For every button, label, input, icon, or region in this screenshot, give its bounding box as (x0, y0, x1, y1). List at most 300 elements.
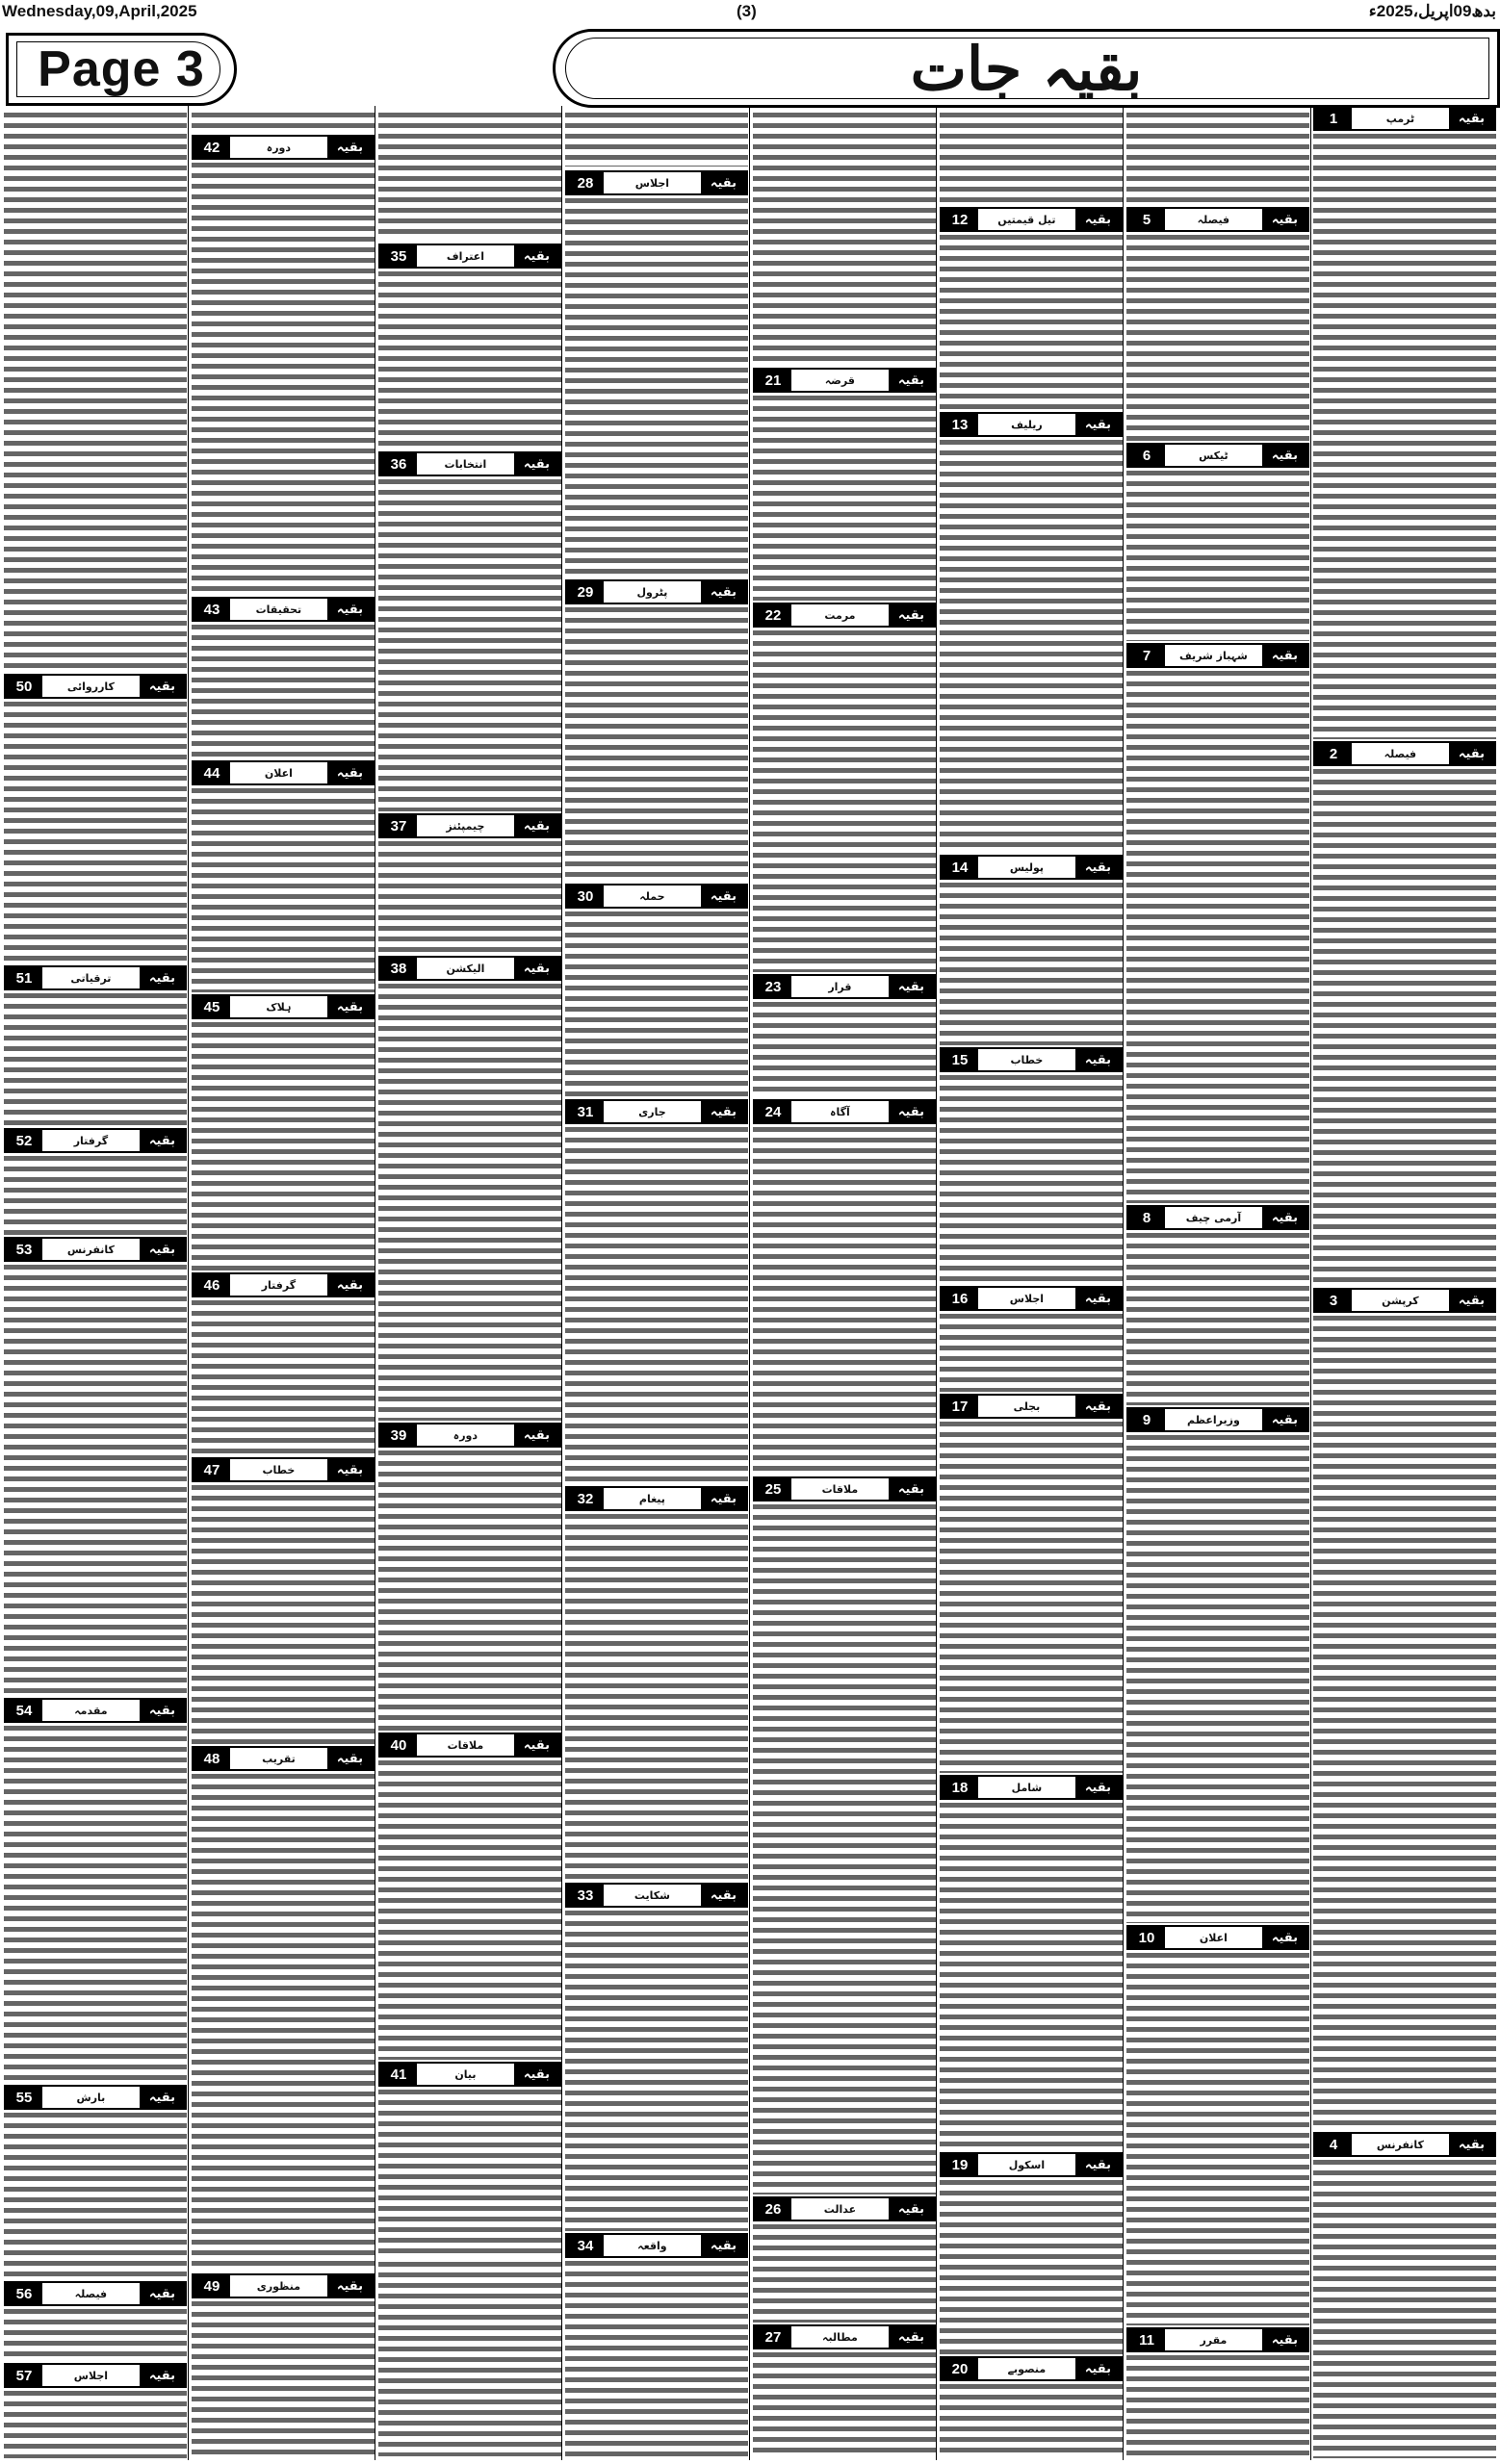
article-text (4, 2110, 187, 2279)
continuation-block-18 (940, 1775, 1123, 2150)
page-number: (3) (737, 2, 757, 20)
continuation-keyword: فیصلہ (74, 2287, 108, 2300)
continuation-number: 50 (6, 676, 42, 697)
continued-word: بقیہ (1262, 645, 1307, 666)
article-text (192, 1771, 375, 2272)
continuation-block-4 (1313, 2132, 1496, 2458)
continuation-keyword: کرپشن (1382, 1294, 1419, 1307)
continued-word: بقیہ (1075, 1777, 1121, 1798)
continuation-number: 10 (1128, 1927, 1165, 1948)
continuation-keyword: منصوبے (1007, 2362, 1047, 2375)
continuation-block-35 (378, 244, 561, 449)
article-text (378, 2259, 561, 2456)
continuation-keyword: وزیراعظم (1187, 1413, 1240, 1426)
continuation-label (192, 994, 375, 1019)
continuation-number: 53 (6, 1239, 42, 1260)
continuation-keyword: اجلاس (73, 2369, 109, 2382)
continuation-label (753, 2196, 936, 2221)
continuation-keyword: مرمت (824, 608, 856, 622)
continuation-keyword: شہباز شریف (1178, 649, 1248, 662)
article-text (565, 110, 748, 167)
continuation-label (753, 974, 936, 999)
article-text (378, 1448, 561, 1731)
continuation-block-29 (565, 579, 748, 882)
continuation-block-34 (565, 2233, 748, 2458)
continued-word: بقیہ (1075, 1396, 1121, 1417)
continuation-block-54 (4, 1698, 187, 2083)
continuation-block-57 (4, 2363, 187, 2458)
continuation-label (565, 2233, 748, 2258)
continuation-number: 7 (1128, 645, 1165, 666)
continuation-number: 57 (6, 2365, 42, 2386)
continued-word: بقیہ (1075, 1288, 1121, 1309)
continuation-label (192, 597, 375, 622)
article-text (378, 981, 561, 1421)
article-text (192, 785, 375, 992)
article-text (4, 1262, 187, 1696)
continuation-number: 6 (1128, 445, 1165, 466)
continuation-keyword: قرار (828, 980, 852, 993)
continuation-number: 56 (6, 2283, 42, 2304)
continuation-label (378, 2062, 561, 2087)
continued-word: بقیہ (1449, 108, 1494, 129)
continuation-block-2 (1313, 741, 1496, 1286)
continuation-block-3 (1313, 1288, 1496, 2130)
page-header (0, 25, 1500, 106)
continued-word: بقیہ (889, 1478, 934, 1500)
continuation-keyword: کانفرنس (66, 1243, 115, 1256)
continuation-keyword: آرمی چیف (1185, 1211, 1242, 1224)
continued-word: بقیہ (1262, 445, 1307, 466)
continuation-number: 51 (6, 967, 42, 988)
continued-word: بقیہ (327, 996, 373, 1017)
continued-word: بقیہ (701, 1885, 746, 1906)
continuation-number: 25 (755, 1478, 791, 1500)
article-text (940, 1311, 1123, 1392)
continuation-number: 11 (1128, 2329, 1165, 2350)
continuation-keyword: فیصلہ (1384, 747, 1417, 760)
article-text (753, 110, 936, 364)
continued-word: بقیہ (1262, 1927, 1307, 1948)
article-text (565, 909, 748, 1097)
continued-word: بقیہ (514, 815, 559, 836)
continuation-block-41 (378, 2062, 561, 2253)
article-text (4, 1153, 187, 1235)
continuation-keyword: ہلاک (266, 1000, 292, 1014)
continuation-number: 31 (567, 1101, 604, 1122)
continuation-keyword: دورہ (266, 141, 292, 154)
continuation-number: 47 (194, 1459, 230, 1480)
continuation-label (378, 1423, 561, 1448)
continuation-block-24 (753, 1099, 936, 1475)
continuation-keyword: اعلان (264, 766, 293, 780)
continuation-keyword: اسکول (1008, 2158, 1046, 2171)
article-text (940, 437, 1123, 853)
continuation-number: 33 (567, 1885, 604, 1906)
article-text (378, 1758, 561, 2060)
continued-word: بقیہ (514, 2064, 559, 2085)
article-text (753, 393, 936, 601)
continued-word: بقیہ (327, 599, 373, 620)
continuation-block-15 (940, 1047, 1123, 1284)
continued-word: بقیہ (1075, 209, 1121, 230)
article-text (192, 622, 375, 758)
continued-word: بقیہ (889, 604, 934, 626)
continued-word: بقیہ (701, 886, 746, 907)
continuation-label (940, 412, 1123, 437)
continuation-label (753, 2324, 936, 2349)
continuation-label (4, 674, 187, 699)
continuation-number: 12 (942, 209, 978, 230)
continuation-keyword: چیمپئنز (446, 819, 485, 833)
continuation-block-10 (1126, 1925, 1309, 2325)
continuation-block-47 (192, 1457, 375, 1744)
continuation-block-42 (192, 135, 375, 595)
continuation-block-51 (4, 965, 187, 1126)
continuation-block-12 (940, 207, 1123, 410)
continued-word: بقیہ (514, 245, 559, 267)
continuation-block-13 (940, 412, 1123, 853)
article-text (192, 2298, 375, 2458)
continuation-keyword: اعتراف (446, 249, 484, 263)
continuation-label (378, 813, 561, 838)
continuation-keyword: مطالبہ (822, 2330, 858, 2344)
continued-word: بقیہ (140, 967, 185, 988)
article-text (4, 2388, 187, 2458)
article-text (940, 232, 1123, 410)
article-text (940, 2177, 1123, 2354)
article-text (753, 1502, 936, 2194)
continuation-keyword: مقرر (1200, 2333, 1228, 2347)
continuation-keyword: ترقیاتی (70, 971, 112, 985)
continuation-label (192, 1746, 375, 1771)
article-text (378, 2087, 561, 2253)
continuation-block-39 (378, 1423, 561, 1731)
continuation-label (940, 2356, 1123, 2381)
continuation-block-20 (940, 2356, 1123, 2458)
continuation-block-50 (4, 674, 187, 963)
continued-word: بقیہ (514, 453, 559, 475)
continued-word: بقیہ (1262, 1207, 1307, 1228)
continuation-number: 40 (380, 1734, 417, 1756)
article-text (565, 1908, 748, 2231)
continuation-label (565, 1099, 748, 1124)
continuation-number: 13 (942, 414, 978, 435)
continuation-label (4, 2363, 187, 2388)
continued-word: بقیہ (327, 137, 373, 158)
continuation-number: 44 (194, 762, 230, 783)
continuation-number: 32 (567, 1488, 604, 1509)
continuation-label (565, 579, 748, 604)
continuation-keyword: تیل قیمتیں (997, 213, 1056, 226)
continued-word: بقیہ (514, 1734, 559, 1756)
continuation-number: 22 (755, 604, 791, 626)
continuation-number: 14 (942, 857, 978, 878)
continuation-block-46 (192, 1272, 375, 1455)
continuation-keyword: خطاب (1010, 1053, 1044, 1066)
top-date-strip (0, 0, 1500, 23)
continuation-number: 19 (942, 2154, 978, 2175)
continuation-label (4, 965, 187, 990)
article-text (565, 1511, 748, 1881)
continued-word: بقیہ (140, 2365, 185, 2386)
continuation-number: 34 (567, 2235, 604, 2256)
continuation-block-28 (565, 170, 748, 578)
continuation-keyword: جاری (638, 1105, 666, 1118)
article-text (940, 2381, 1123, 2458)
continuation-label (378, 244, 561, 269)
continuation-keyword: عدالت (823, 2202, 857, 2216)
article-text (1126, 668, 1309, 1203)
continuation-block-25 (753, 1476, 936, 2194)
column-divider (1310, 106, 1311, 2460)
continuation-block-31 (565, 1099, 748, 1484)
continuation-keyword: مقدمہ (74, 1704, 108, 1717)
continuation-label (753, 603, 936, 628)
continued-word: بقیہ (327, 762, 373, 783)
article-text (192, 110, 375, 131)
continuation-block-32 (565, 1486, 748, 1881)
continuation-keyword: ریلیف (1011, 418, 1043, 431)
continued-word: بقیہ (327, 1748, 373, 1769)
date-urdu: بدھ09اپریل،2025ء (1368, 2, 1496, 20)
continuation-label (1313, 2132, 1496, 2157)
continuation-block-21 (753, 368, 936, 601)
continuation-label (378, 956, 561, 981)
continued-word: بقیہ (701, 172, 746, 193)
continued-word: بقیہ (701, 1101, 746, 1122)
continuation-label (4, 2281, 187, 2306)
date-english: Wednesday,09,April,2025 (2, 2, 197, 20)
continuation-keyword: تقریب (262, 1752, 296, 1765)
continuation-number: 20 (942, 2358, 978, 2379)
continuation-number: 35 (380, 245, 417, 267)
continuation-keyword: دورہ (453, 1428, 478, 1442)
continuation-label (753, 368, 936, 393)
continued-word: بقیہ (1449, 1290, 1494, 1311)
continuation-block-6 (1126, 443, 1309, 641)
continuation-keyword: شامل (1011, 1781, 1043, 1794)
article-text (1313, 766, 1496, 1286)
continued-word: بقیہ (140, 1239, 185, 1260)
article-text (753, 2349, 936, 2458)
continuation-keyword: آگاہ (830, 1105, 850, 1118)
continuation-number: 8 (1128, 1207, 1165, 1228)
continuation-keyword: اعلان (1199, 1931, 1228, 1944)
continuation-block-30 (565, 884, 748, 1097)
continuation-label (565, 170, 748, 195)
continuation-number: 28 (567, 172, 604, 193)
continuation-block-27 (753, 2324, 936, 2458)
continued-word: بقیہ (140, 2283, 185, 2304)
continuation-label (1313, 106, 1496, 131)
continuation-number: 52 (6, 1130, 42, 1151)
continuation-block-44 (192, 760, 375, 992)
continuation-number: 18 (942, 1777, 978, 1798)
continuation-number: 48 (194, 1748, 230, 1769)
continuation-keyword: الیکشن (446, 962, 485, 975)
continuation-keyword: قرضہ (824, 373, 855, 387)
continuation-keyword: خطاب (262, 1463, 296, 1476)
continuation-keyword: واقعہ (637, 2239, 667, 2252)
continuation-label (378, 1732, 561, 1758)
continuation-number: 27 (755, 2326, 791, 2348)
continuation-block-52 (4, 1128, 187, 1235)
continuation-keyword: کارروائی (66, 680, 115, 693)
continued-word: بقیہ (514, 1424, 559, 1446)
continuation-keyword: فیصلہ (1197, 213, 1230, 226)
continuation-label (4, 1237, 187, 1262)
continuation-number: 39 (380, 1424, 417, 1446)
continued-word: بقیہ (701, 581, 746, 603)
article-text (4, 990, 187, 1126)
continued-word: بقیہ (1449, 2134, 1494, 2155)
continuation-keyword: اجلاس (634, 176, 670, 190)
article-text (4, 110, 187, 670)
continuation-block-22 (753, 603, 936, 972)
article-text (1126, 2352, 1309, 2458)
continuation-label (940, 1775, 1123, 1800)
continuation-keyword: انتخابات (444, 457, 487, 471)
continuation-number: 5 (1128, 209, 1165, 230)
continued-word: بقیہ (889, 370, 934, 391)
article-text (940, 110, 1123, 203)
continuation-number: 24 (755, 1101, 791, 1122)
continuation-label (940, 207, 1123, 232)
continuation-number: 26 (755, 2198, 791, 2220)
continuation-label (1126, 1925, 1309, 1950)
article-text (565, 2258, 748, 2458)
continuation-block-5 (1126, 207, 1309, 441)
continuation-block-26 (753, 2196, 936, 2323)
continuation-block-16 (940, 1286, 1123, 1392)
continuation-label (940, 1394, 1123, 1419)
continuation-block-56 (4, 2281, 187, 2361)
continuation-number: 43 (194, 599, 230, 620)
continuation-block-49 (192, 2273, 375, 2458)
article-text (1126, 1230, 1309, 1405)
continuation-block-7 (1126, 643, 1309, 1203)
article-text (378, 110, 561, 240)
continuation-number: 29 (567, 581, 604, 603)
continuation-keyword: گرفتار (261, 1278, 297, 1292)
continuation-label (4, 1698, 187, 1723)
continued-word: بقیہ (327, 1274, 373, 1296)
continuation-number: 15 (942, 1049, 978, 1070)
continuation-number: 30 (567, 886, 604, 907)
continuation-label (1126, 1205, 1309, 1230)
continuation-keyword: بارش (76, 2091, 106, 2104)
continuation-label (940, 855, 1123, 880)
continued-word: بقیہ (1075, 2358, 1121, 2379)
article-text (753, 1124, 936, 1475)
article-text (940, 880, 1123, 1045)
continued-word: بقیہ (140, 2087, 185, 2108)
column-divider (561, 106, 562, 2460)
continued-word: بقیہ (1262, 1409, 1307, 1430)
continued-word: بقیہ (514, 958, 559, 979)
continuation-block-48 (192, 1746, 375, 2272)
continuation-number: 2 (1315, 743, 1352, 764)
continuation-label (1313, 741, 1496, 766)
continuation-label (4, 1128, 187, 1153)
continuation-keyword: بیان (454, 2067, 477, 2081)
article-text (753, 999, 936, 1097)
continuation-block-36 (378, 451, 561, 811)
continued-word: بقیہ (1075, 2154, 1121, 2175)
continuation-number: 17 (942, 1396, 978, 1417)
continuation-number: 46 (194, 1274, 230, 1296)
article-text (753, 628, 936, 972)
continuation-label (565, 1486, 748, 1511)
continued-word: بقیہ (1075, 857, 1121, 878)
continuation-block-17 (940, 1394, 1123, 1773)
continuation-keyword: ٹرمپ (1385, 112, 1415, 125)
continuation-keyword: پیغام (638, 1492, 665, 1505)
continuation-label (1126, 207, 1309, 232)
continuation-label (192, 1272, 375, 1297)
article-text (1126, 468, 1309, 641)
continuation-number: 4 (1315, 2134, 1352, 2155)
continuation-block-33 (565, 1883, 748, 2231)
column-divider (749, 106, 750, 2460)
continuation-keyword: ٹیکس (1199, 449, 1228, 462)
continuation-label (565, 1883, 748, 1908)
continued-word: بقیہ (1262, 209, 1307, 230)
continued-word: بقیہ (889, 976, 934, 997)
continuation-keyword: کانفرنس (1376, 2138, 1424, 2151)
article-text (565, 195, 748, 578)
article-text (192, 1482, 375, 1744)
continuation-label (192, 2273, 375, 2298)
article-text (1126, 1432, 1309, 1923)
continuation-keyword: اجلاس (1009, 1292, 1045, 1305)
page-badge: Page 3 (6, 33, 237, 106)
continued-word: بقیہ (1075, 414, 1121, 435)
continuation-block-53 (4, 1237, 187, 1696)
continuation-label (940, 1047, 1123, 1072)
continuation-keyword: پٹرول (636, 585, 668, 599)
continuation-number: 1 (1315, 108, 1352, 129)
continuation-keyword: تحقیقات (255, 603, 302, 616)
continuation-block-40 (378, 1732, 561, 2060)
continued-word: بقیہ (889, 2198, 934, 2220)
article-text (192, 160, 375, 595)
article-text (940, 1072, 1123, 1284)
continuation-number: 36 (380, 453, 417, 475)
continuation-label (940, 1286, 1123, 1311)
continuation-label (4, 2085, 187, 2110)
continued-word: بقیہ (140, 1130, 185, 1151)
article-text (4, 1723, 187, 2083)
continuation-label (1126, 443, 1309, 468)
continuation-label (378, 451, 561, 476)
continued-word: بقیہ (1449, 743, 1494, 764)
continuation-label (753, 1476, 936, 1502)
continuation-block-45 (192, 994, 375, 1270)
continuation-keyword: حملہ (639, 889, 665, 903)
continuation-keyword: منظوری (256, 2279, 301, 2293)
continued-word: بقیہ (889, 1101, 934, 1122)
continuation-keyword: پولیس (1009, 860, 1045, 874)
continued-word: بقیہ (701, 2235, 746, 2256)
continued-word: بقیہ (701, 1488, 746, 1509)
continuation-block-8 (1126, 1205, 1309, 1405)
continuation-number: 21 (755, 370, 791, 391)
continued-word: بقیہ (889, 2326, 934, 2348)
article-text (565, 1124, 748, 1484)
article-text (4, 699, 187, 963)
